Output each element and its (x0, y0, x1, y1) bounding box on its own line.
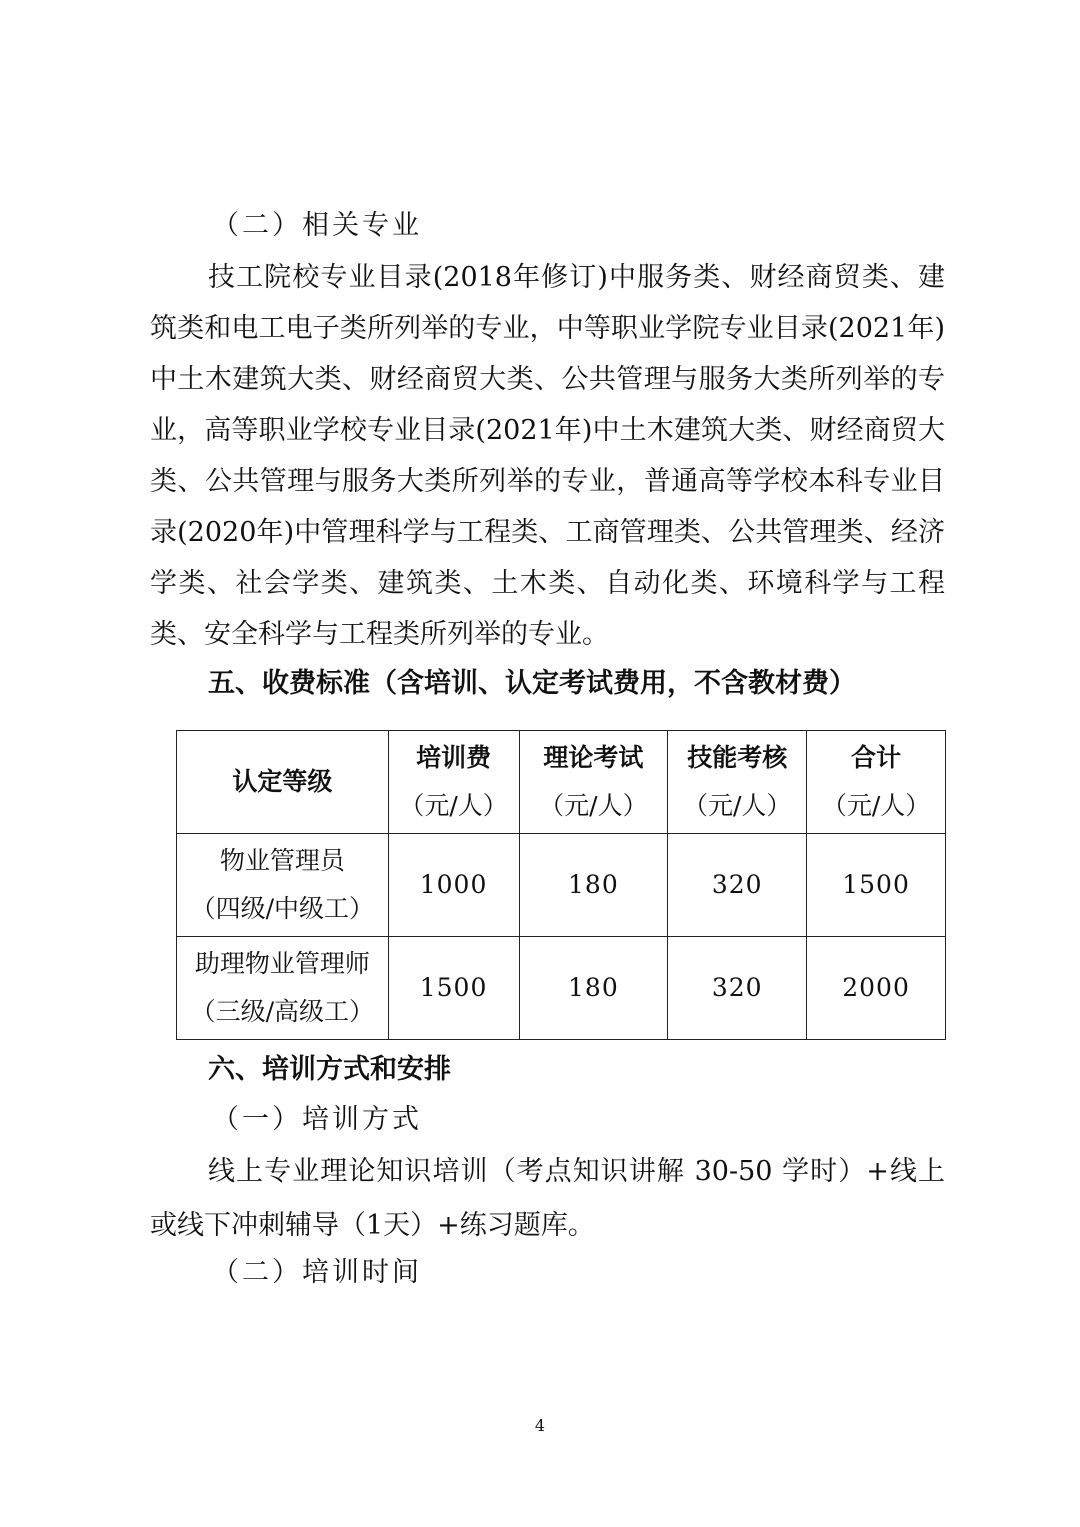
header-cell-total (807, 731, 946, 834)
level-name: 助理物业管理师 (194, 949, 370, 978)
subheading-training-method: （一）培训方式 (212, 1104, 422, 1135)
level-grade: （三级/高级工） (190, 997, 375, 1026)
skill-fee-cell: 320 (668, 834, 807, 937)
level-name: 物业管理员 (219, 846, 345, 875)
header-skill-unit: （元/人） (682, 791, 792, 820)
header-cell-theory (519, 731, 668, 834)
header-cell-training (388, 731, 519, 834)
subheading-related-majors: （二）相关专业 (212, 210, 422, 241)
heading-fee-standard: 五、收费标准（含培训、认定考试费用，不含教材费） (208, 668, 856, 699)
header-total-unit: （元/人） (821, 791, 931, 820)
header-cell-level (177, 731, 389, 834)
fee-table (176, 730, 946, 1040)
theory-fee-cell: 180 (519, 834, 668, 937)
level-cell (177, 937, 389, 1040)
skill-fee-cell: 320 (668, 937, 807, 1040)
table-row (177, 834, 946, 937)
total-fee-cell: 1500 (807, 834, 946, 937)
training-fee-cell: 1500 (388, 937, 519, 1040)
level-cell (177, 834, 389, 937)
header-total-label: 合计 (851, 743, 902, 772)
header-cell-skill (668, 731, 807, 834)
table-row (177, 937, 946, 1040)
header-theory-unit: （元/人） (539, 791, 648, 820)
related-majors-paragraph: 技工院校专业目录(2018年修订)中服务类、财经商贸类、建筑类和电工电子类所列举的专业，中等职业学院专业目录(2021年)中土木建筑大类、财经商贸大类、公共管理与服务大类所列举的专业，高等职业学校专业目录(2021年)中土木建筑大类、财经商贸大类、公共管理与服务大类所列举的专业，普通高等学校本科专业目录(2020年)中管理科学与工程类、工商管理类、公共管理类、经济学类、社会学类、建筑类、土木类、自动化类、环境科学与工程类、安全科学与工程类所列举的专业。 (150, 262, 945, 650)
level-grade: （四级/中级工） (190, 894, 375, 923)
header-training-label: 培训费 (416, 743, 492, 772)
total-fee-cell: 2000 (807, 937, 946, 1040)
theory-fee-cell: 180 (519, 937, 668, 1040)
heading-training-arrangement: 六、培训方式和安排 (208, 1054, 451, 1085)
table-header-row (177, 731, 946, 834)
training-fee-cell: 1000 (388, 834, 519, 937)
header-skill-label: 技能考核 (687, 743, 788, 772)
subheading-training-time: （二）培训时间 (212, 1257, 422, 1288)
page-number: 4 (534, 1416, 546, 1435)
header-theory-label: 理论考试 (543, 743, 644, 772)
header-training-unit: （元/人） (399, 791, 508, 820)
header-level-label: 认定等级 (232, 767, 333, 796)
training-method-paragraph: 线上专业理论知识培训（考点知识讲解 30-50 学时）+线上或线下冲刺辅导（1天）+练习题库。 (150, 1156, 945, 1241)
